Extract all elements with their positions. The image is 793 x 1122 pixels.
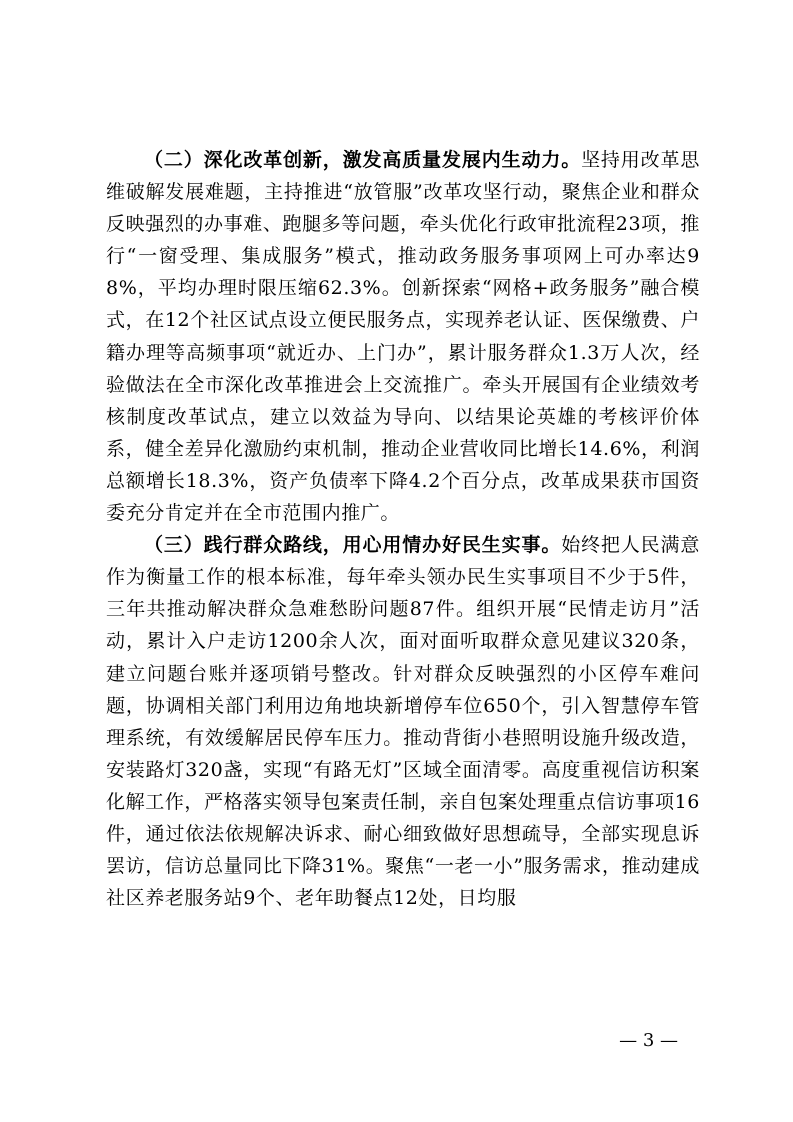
paragraph-mass-line — [106, 529, 700, 914]
page-number: — 3 — — [619, 1030, 678, 1051]
document-body — [106, 144, 700, 914]
paragraph-heading: （二）深化改革创新，激发高质量发展内生动力。 — [144, 149, 582, 171]
paragraph-reform-innovation — [106, 144, 700, 529]
paragraph-text: 始终把人民满意作为衡量工作的根本标准，每年牵头领办民生实事项目不少于5件，三年共推动解决群众急难愁盼问题87件。组织开展“民情走访月”活动，累计入户走访1200余人次，面对面听取群众意见建议320条，建立问题台账并逐项销号整改。针对群众反映强烈的小区停车难问题，协调相关部门利用边角地块新增停车位650个，引入智慧停车管理系统，有效缓解居民停车压力。推动背街小巷照明设施升级改造，安装路灯320盏，实现“有路无灯”区域全面清零。高度重视信访积案化解工作，严格落实领导包案责任制，亲自包案处理重点信访事项16件，通过依法依规解决诉求、耐心细致做好思想疏导，全部实现息诉罢访，信访总量同比下降31%。聚焦“一老一小”服务需求，推动建成社区养老服务站9个、老年助餐点12处，日均服 — [106, 534, 701, 910]
paragraph-text: 坚持用改革思维破解发展难题，主持推进“放管服”改革攻坚行动，聚焦企业和群众反映强烈的办事难、跑腿多等问题，牵头优化行政审批流程23项，推行“一窗受理、集成服务”模式，推动政务服务事项网上可办率达98%，平均办理时限压缩62.3%。创新探索“网格+政务服务”融合模式，在12个社区试点设立便民服务点，实现养老认证、医保缴费、户籍办理等高频事项“就近办、上门办”，累计服务群众1.3万人次，经验做法在全市深化改革推进会上交流推广。牵头开展国有企业绩效考核制度改革试点，建立以效益为导向、以结果论英雄的考核评价体系，健全差异化激励约束机制，推动企业营收同比增长14.6%，利润总额增长18.3%，资产负债率下降4.2个百分点，改革成果获市国资委充分肯定并在全市范围内推广。 — [106, 149, 700, 525]
paragraph-heading: （三）践行群众路线，用心用情办好民生实事。 — [144, 534, 562, 557]
